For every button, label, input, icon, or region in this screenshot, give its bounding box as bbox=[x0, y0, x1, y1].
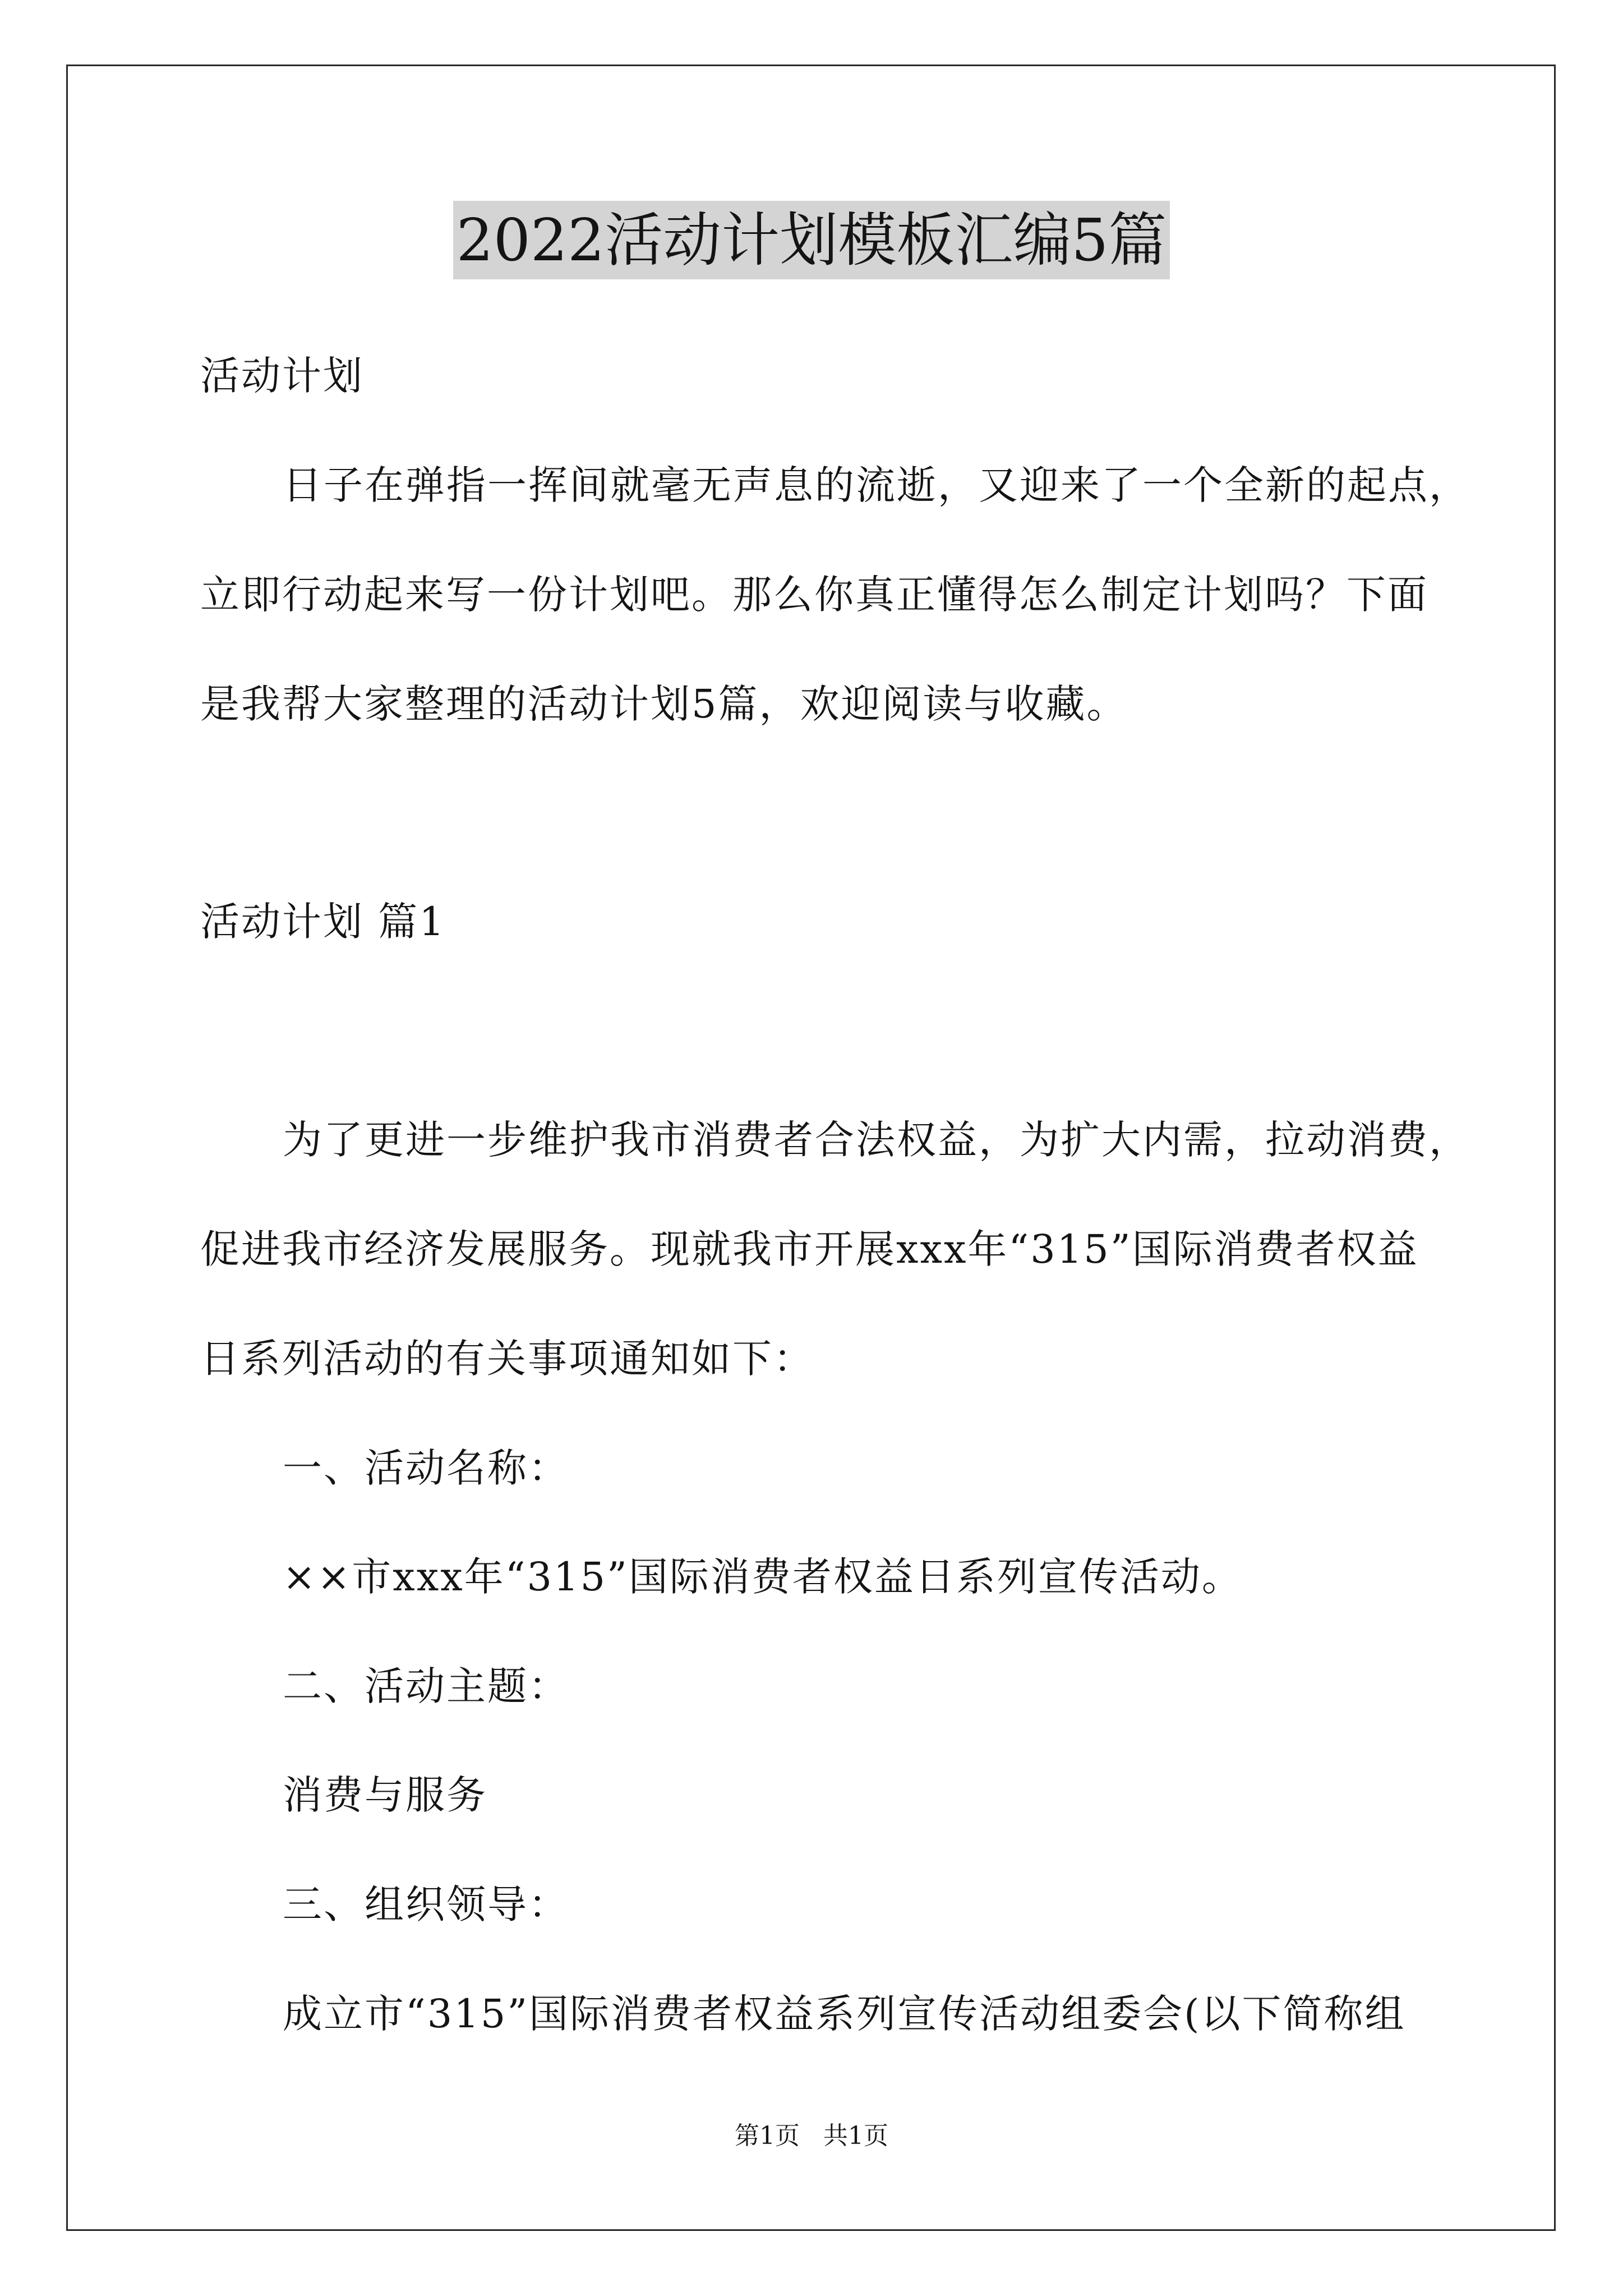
item-heading-organization: 三、组织领导： bbox=[283, 1881, 569, 1927]
body-paragraph-line-2: 促进我市经济发展服务。现就我市开展xxx年“315”国际消费者权益 bbox=[200, 1226, 1419, 1272]
page-footer: 第1页 共1页 bbox=[735, 2122, 888, 2150]
intro-paragraph-line-3: 是我帮大家整理的活动计划5篇，欢迎阅读与收藏。 bbox=[200, 681, 1128, 727]
item-heading-activity-theme: 二、活动主题： bbox=[283, 1663, 569, 1709]
part-heading: 活动计划 篇1 bbox=[200, 899, 446, 945]
item-heading-activity-name: 一、活动名称： bbox=[283, 1445, 569, 1491]
section-heading: 活动计划 bbox=[200, 353, 364, 399]
body-paragraph-line-1: 为了更进一步维护我市消费者合法权益，为扩大内需，拉动消费， bbox=[283, 1117, 1470, 1163]
intro-paragraph-line-2: 立即行动起来写一份计划吧。那么你真正懂得怎么制定计划吗？下面 bbox=[200, 572, 1428, 618]
item-text-organization: 成立市“315”国际消费者权益系列宣传活动组委会(以下简称组 bbox=[283, 1991, 1406, 2037]
document-title bbox=[0, 201, 1623, 279]
item-text-activity-name: ××市xxx年“315”国际消费者权益日系列宣传活动。 bbox=[283, 1554, 1243, 1600]
document-title-text: 2022活动计划模板汇编5篇 bbox=[453, 201, 1170, 279]
intro-paragraph-line-1: 日子在弹指一挥间就毫无声息的流逝，又迎来了一个全新的起点， bbox=[283, 462, 1470, 508]
body-paragraph-line-3: 日系列活动的有关事项通知如下： bbox=[200, 1336, 814, 1382]
item-text-activity-theme: 消费与服务 bbox=[283, 1772, 487, 1818]
